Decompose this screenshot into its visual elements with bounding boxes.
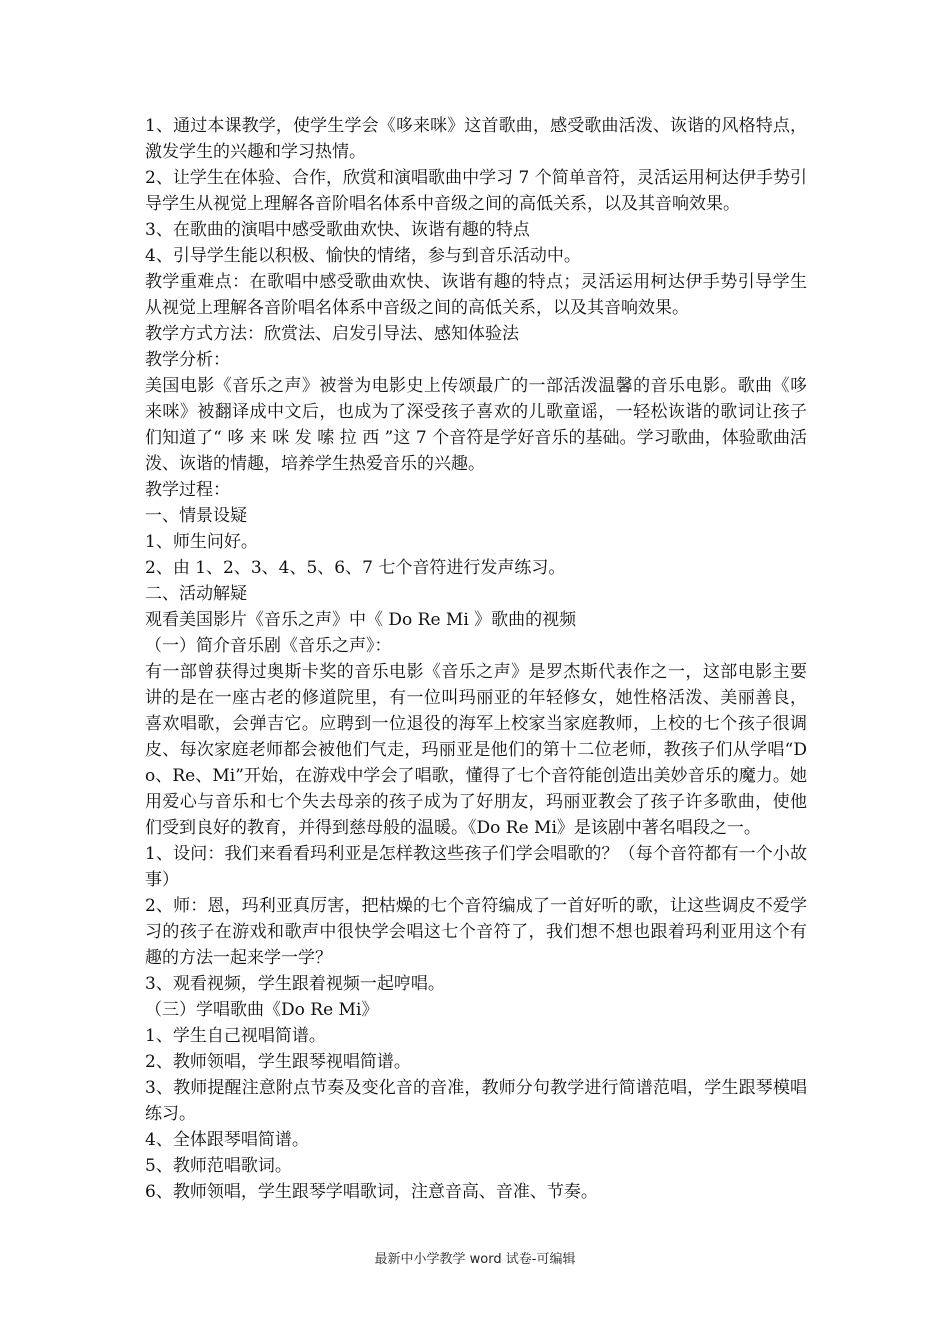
paragraph-lead-sing: 2、教师领唱，学生跟琴视唱简谱。: [145, 1052, 411, 1072]
paragraph-watch-video: 观看美国影片《音乐之声》中《 Do Re Mi 》歌曲的视频: [145, 610, 577, 630]
paragraph-hum-along: 3、观看视频，学生跟着视频一起哼唱。: [145, 974, 445, 994]
heading-learn-song: （三）学唱歌曲《Do Re Mi》: [145, 1000, 379, 1020]
paragraph-goal-4: 4、引导学生能以积极、愉快的情绪，参与到音乐活动中。: [145, 246, 581, 266]
paragraph-sight-sing: 1、学生自己视唱简谱。: [145, 1026, 326, 1046]
paragraph-key-points: 教学重难点：在歌唱中感受歌曲欢快、诙谐有趣的特点；灵活运用柯达伊手势引导学生从视觉上理解各音阶唱名体系中音级之间的高低关系，以及其音响效果。: [145, 272, 807, 318]
heading-section-1: 一、情景设疑: [145, 506, 247, 526]
paragraph-learn-lyrics: 6、教师领唱，学生跟琴学唱歌词，注意音高、音准、节奏。: [145, 1182, 598, 1202]
paragraph-methods: 教学方式方法：欣赏法、启发引导法、感知体验法: [145, 324, 519, 344]
paragraph-goal-1: 1、通过本课教学，使学生学会《哆来咪》这首歌曲，感受歌曲活泼、诙谐的风格特点，激发学生的兴趣和学习热情。: [145, 116, 807, 162]
paragraph-teacher-talk: 2、师：恩，玛利亚真厉害，把枯燥的七个音符编成了一首好听的歌，让这些调皮不爱学习的孩子在游戏和歌声中很快学会唱这七个音符了，我们想不想也跟着玛利亚用这个有趣的方法一起来学一学？: [145, 896, 807, 968]
paragraph-rhythm-notes: 3、教师提醒注意附点节奏及变化音的音准，教师分句教学进行简谱范唱，学生跟琴模唱练习。: [145, 1078, 807, 1124]
paragraph-model-lyrics: 5、教师范唱歌词。: [145, 1156, 292, 1176]
document-body: [145, 113, 807, 1205]
heading-process: 教学过程：: [145, 480, 230, 500]
page-footer: 最新中小学教学 word 试卷-可编辑: [374, 1252, 576, 1267]
paragraph-step-vocal: 2、由 1、2、3、4、5、6、7 七个音符进行发声练习。: [145, 558, 566, 578]
paragraph-goal-3: 3、在歌曲的演唱中感受歌曲欢快、诙谐有趣的特点: [145, 220, 530, 240]
heading-analysis: 教学分析：: [145, 350, 230, 370]
paragraph-analysis: 美国电影《音乐之声》被誉为电影史上传颂最广的一部活泼温馨的音乐电影。歌曲《哆来咪》被翻译成中文后，也成为了深受孩子喜欢的儿歌童谣，一轻松诙谐的歌词让孩子们知道了“ 哆 来 咪 发 嗦 拉 西 ”这 7 个音符是学好音乐的基础。学习歌曲，体验歌曲活泼、诙谐的情趣，培养学生热爱音乐的兴趣。: [145, 376, 807, 474]
heading-section-2: 二、活动解疑: [145, 584, 247, 604]
paragraph-musical-story: 有一部曾获得过奥斯卡奖的音乐电影《音乐之声》是罗杰斯代表作之一，这部电影主要讲的是在一座古老的修道院里，有一位叫玛丽亚的年轻修女，她性格活泼、美丽善良，喜欢唱歌，会弹吉它。应聘到一位退役的海军上校家当家庭教师，上校的七个孩子很调皮、每次家庭老师都会被他们气走，玛丽亚是他们的第十二位老师，教孩子们从学唱“Do、Re、Mi”开始，在游戏中学会了唱歌，懂得了七个音符能创造出美妙音乐的魔力。她用爱心与音乐和七个失去母亲的孩子成为了好朋友，玛丽亚教会了孩子许多歌曲，使他们受到良好的教育，并得到慈母般的温暖。《Do Re Mi》是该剧中著名唱段之一。: [145, 662, 807, 838]
paragraph-step-greeting: 1、师生问好。: [145, 532, 258, 552]
heading-intro-musical: （一）简介音乐剧《音乐之声》：: [145, 636, 392, 656]
paragraph-question: 1、设问：我们来看看玛利亚是怎样教这些孩子们学会唱歌的？（每个音符都有一个小故事）: [145, 844, 807, 890]
paragraph-goal-2: 2、让学生在体验、合作，欣赏和演唱歌曲中学习 7 个简单音符，灵活运用柯达伊手势引导学生从视觉上理解各音阶唱名体系中音级之间的高低关系，以及其音响效果。: [145, 168, 807, 214]
paragraph-sing-score: 4、全体跟琴唱简谱。: [145, 1130, 309, 1150]
